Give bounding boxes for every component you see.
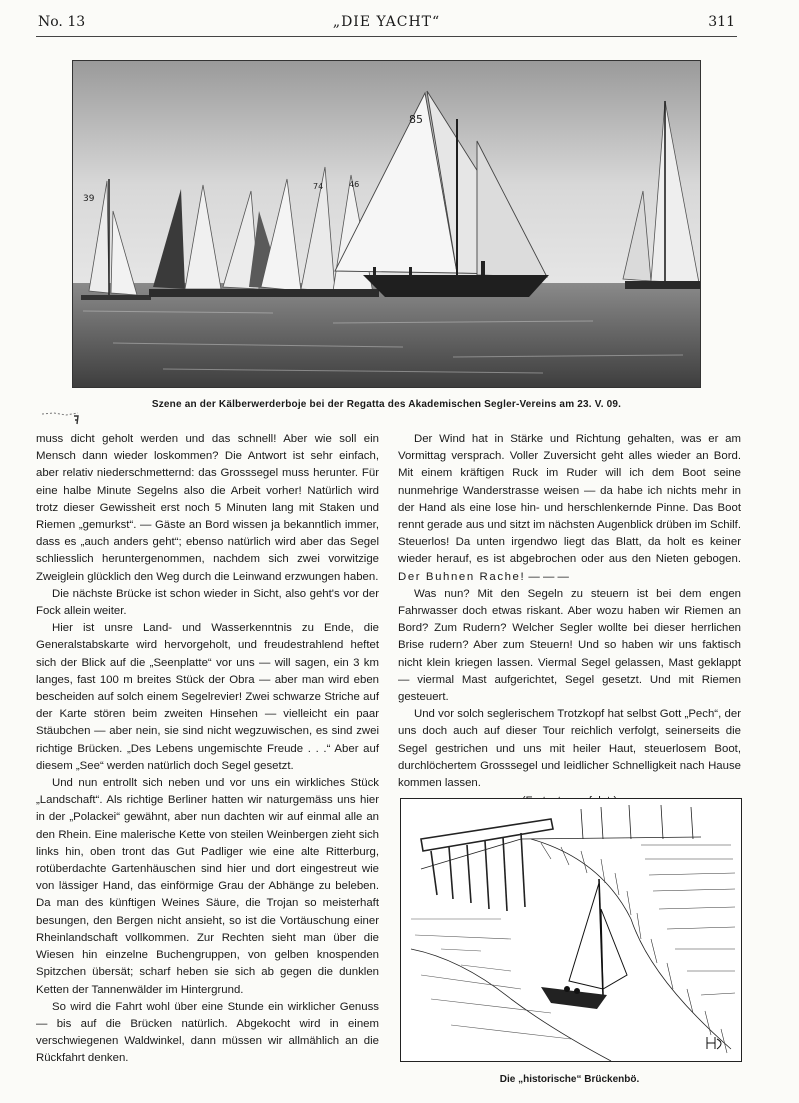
- spaced-phrase: Der Buhnen Rache!: [398, 570, 526, 583]
- paragraph: Die nächste Brücke ist schon wieder in Sicht, also geht's vor der Fock allein weiter.: [36, 587, 379, 618]
- dash-ornament: — — —: [525, 570, 569, 583]
- paragraph: Hier ist unsre Land- und Wasserkenntnis zu Ende, die Generalstabskarte wird hervorgeholt, und freudestrahlend heftet sich der Blick auf die „Seenplatte“ vor uns — will sagen, ein 3 km langes, fast 100 m breites Stück der Obra — aber man wird eben bescheiden auf solch einem Segelrevier! Zwei schwarze Striche auf der Karte stören beim zweiten Hinsehen — vielleicht ein paar Stäubchen — aber nein, sie sind nicht wegzuwischen, es sind zwei richtige Brücken. „Des Lebens ungemischte Freude . . .“ Aber auf diesem „See“ werden natürlich doch Segel gesetzt.: [36, 622, 379, 772]
- paragraph: [398, 431, 741, 586]
- regatta-photo: [72, 60, 701, 388]
- magazine-title: „DIE YACHT“: [332, 14, 441, 30]
- sail-number-46: 46: [349, 180, 360, 189]
- page-number: 311: [708, 14, 735, 30]
- paragraph: Was nun? Mit den Segeln zu steuern ist bei dem engen Fahrwasser doch etwas riskant. Aber wozu haben wir Riemen an Bord? Zum Rudern? Welcher Segler wollte bei dieser herrlichen Brise rudern? Aber zum Steuern! Und so haben wir uns faktisch nicht klein kriegen lassen. Viermal Segel gelassen, Mast geklappt — viermal Mast aufgerichtet, Segel gesetzt. Und mit Riemen gesteuert.: [398, 587, 741, 704]
- right-text-column: [398, 431, 741, 810]
- sail-number-39: 39: [83, 194, 95, 204]
- header-rule: [36, 36, 737, 37]
- page-header: [36, 10, 737, 36]
- paragraph: Und nun entrollt sich neben und vor uns ein wirkliches Stück „Landschaft“. Als richtige Berliner hatten wir naturgemäss uns hier in der „Polackei“ gewähnt, aber nun dachten wir auf einmal alle an den Rhein. Eine malerische Kette von steilen Weinbergen zieht sich links hin, oben tront das Gut Padliger wie eine alte Ritterburg, rotüberdachte Gartenhäuschen sind hier und dort eingestreut wie von lässiger Hand, das einförmige Grau der Abhänge zu beleben. Da man des künftigen Weines Säure, die Trojan so meisterhaft besungen, den Bergen nicht ansieht, so ist die Vortäuschung einer Rheinlandschaft vollkommen. Zur Rechten sieht man über die Wiesen hin einzelne Buchengruppen, von gelben knospenden Spitzchen übersät; scharf heben sie sich ab gegen die dunklen Ketten der Tannenwälder im Hintergrund.: [36, 777, 379, 996]
- bridge-sketch-illustration: [400, 798, 742, 1062]
- paragraph: Und vor solch seglerischem Trotzkopf hat selbst Gott „Pech“, der uns doch auch auf dieser Tour reichlich verfolgt, seinerseits die Segel gestrichen und uns mit heiler Haut, steuerlosem Boot, durchlöchertem Grosssegel und leidlicher Schnelligkeit nach Hause kommen lassen.: [398, 708, 741, 790]
- sail-number-85: 85: [409, 113, 423, 126]
- sail-number-74: 74: [313, 182, 324, 191]
- photo-caption: Szene an der Kälberwerderboje bei der Regatta des Akademischen Segler-Vereins am 23. V. 09.: [151, 399, 622, 410]
- paragraph: So wird die Fahrt wohl über eine Stunde ein wirklicher Genuss — bis auf die Brücken natürlich. Abgekocht wird in einem verschwiegenen Waldwinkel, dann müssen wir allmählich an die Rückfahrt denken.: [36, 1000, 379, 1065]
- issue-number: No. 13: [38, 14, 86, 30]
- ink-stamp-mark: [40, 408, 82, 426]
- paragraph: muss dicht geholt werden und das schnell! Aber wie soll ein Mensch dann wieder loskommen? Die Antwort ist sehr einfach, aber relativ niederschmetternd: das Grosssegel muss herunter. Für eine halbe Minute Segelns also die Arbeit vorher! Natürlich wird trotz dieser Gewissheit erst noch 5 Minuten lang mit Staken und Riemen „gemurkst“. — Gäste an Bord wissen ja bekanntlich immer, dass es „auch anders geht“; ebenso natürlich wird aber das Segel schliesslich heruntergenommen, nachdem sich zwei vorwitzige Zweiglein glücklich den Weg durch die Leinwand erzwungen haben.: [36, 433, 379, 583]
- left-text-column: [36, 431, 379, 1068]
- sketch-caption: Die „historische“ Brückenbö.: [499, 1074, 640, 1085]
- paragraph-text: Der Wind hat in Stärke und Richtung gehalten, was er am Vormittag versprach. Voller Zuversicht geht alles wieder an Bord. Mit einem kräftigen Ruck im Ruder will ich dem Boot seine nunmehrige Wanderstrasse weisen — da habe ich nichts mehr in der Hand als eine lose hin- und herschlenkernde Pinne. Das Boot rennt gerade aus und sitzt im nächsten Augenblick drüben im Schilf. Steuerlos! Da unten irgendwo liegt das Blatt, da holt es keiner wieder herauf, es ist abgebrochen oder aus den Nieten gebogen.: [398, 433, 741, 566]
